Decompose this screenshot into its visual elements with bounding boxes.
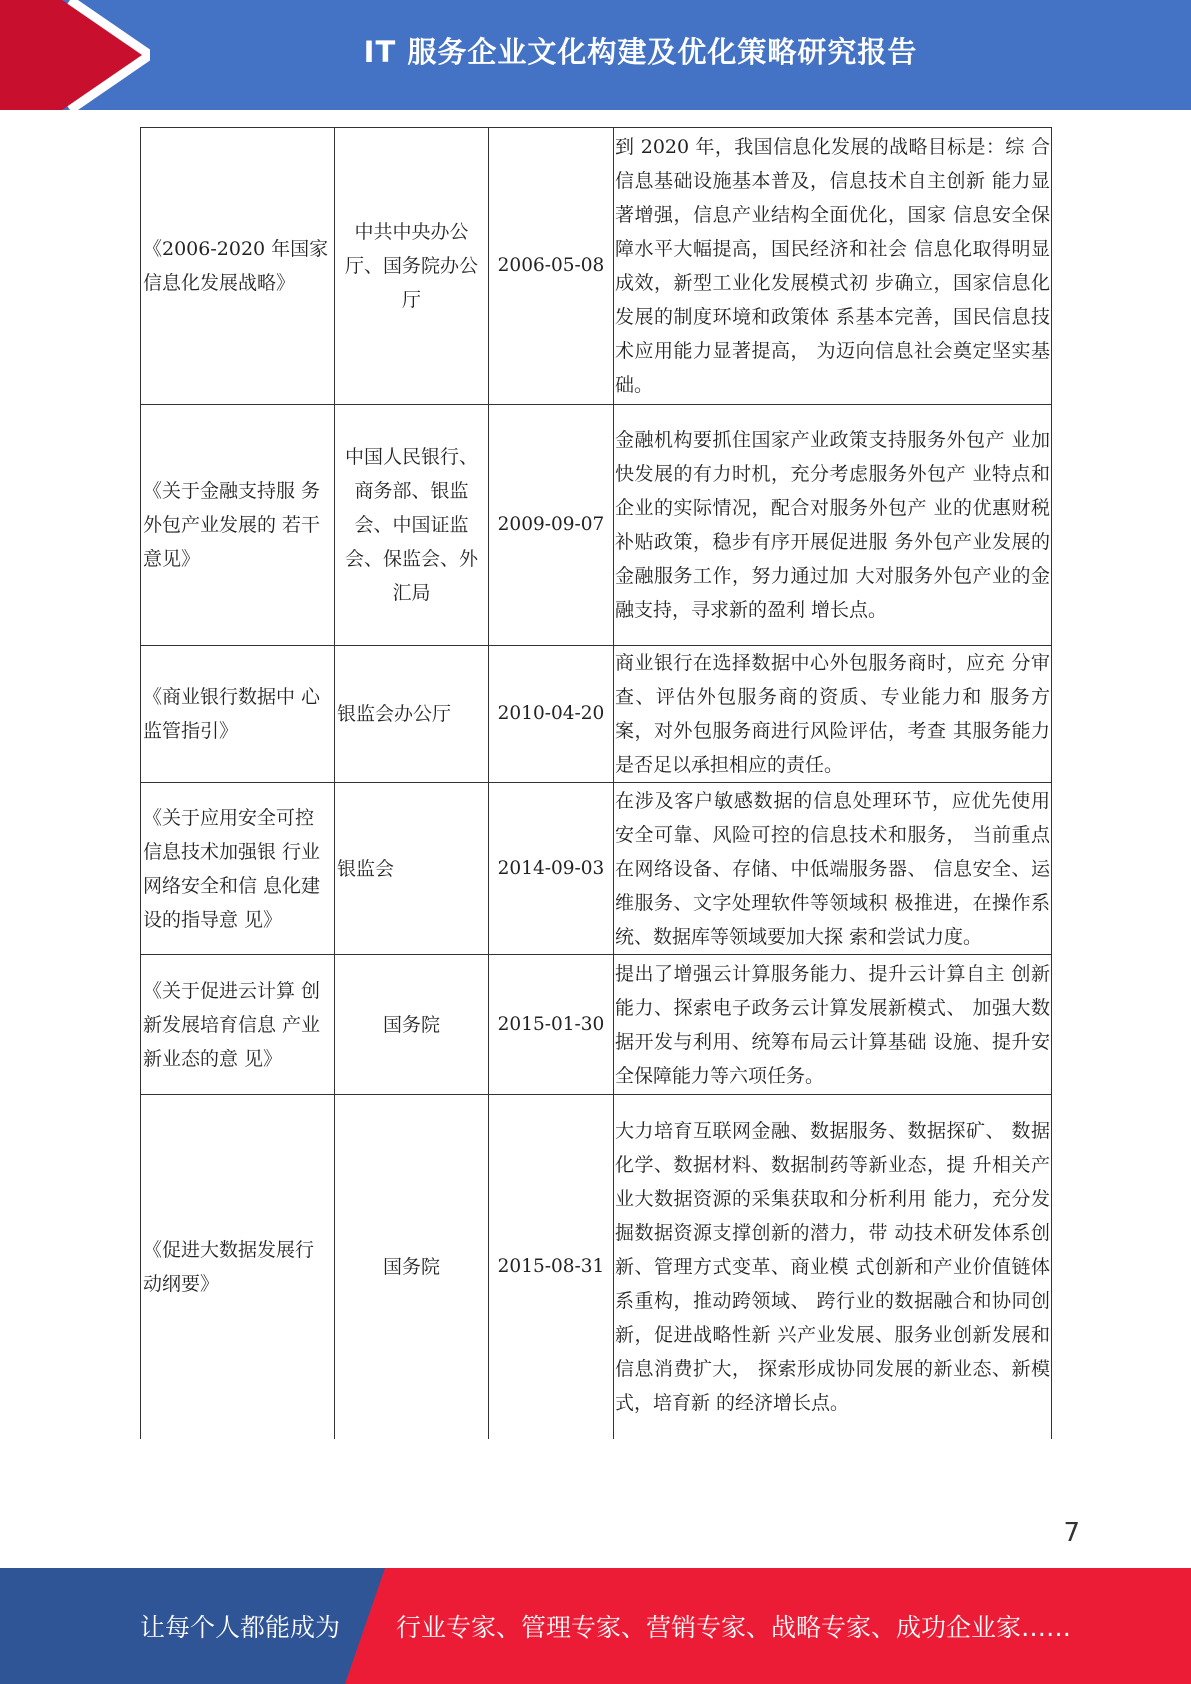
issuer-cell: 银监会 — [335, 783, 489, 955]
page-footer — [0, 1568, 1191, 1684]
content-cell: 金融机构要抓住国家产业政策支持服务外包产 业加快发展的有力时机，充分考虑服务外包产 业特点和企业的实际情况，配合对服务外包产 业的优惠财税补贴政策，稳步有序开展促进服 务外包产业发展的金融服务工作，努力通过加 大对服务外包产业的金融支持，寻求新的盈利 增长点。 — [614, 405, 1052, 646]
table-row — [141, 405, 1052, 646]
policy-table — [140, 127, 1052, 1439]
page-number: 7 — [1063, 1518, 1080, 1548]
table-row — [141, 783, 1052, 955]
issuer-cell: 中国人民银行、商务部、银监会、中国证监会、保监会、外汇局 — [335, 405, 489, 646]
date-cell: 2009-09-07 — [489, 405, 614, 646]
document-name-cell: 《2006-2020 年国家信息化发展战略》 — [141, 128, 335, 405]
table-row — [141, 646, 1052, 783]
footer-slogan-right: 行业专家、管理专家、营销专家、战略专家、成功企业家…… — [396, 1613, 1072, 1642]
issuer-cell: 中共中央办公厅、国务院办公厅 — [335, 128, 489, 405]
date-cell: 2015-01-30 — [489, 955, 614, 1095]
date-cell: 2006-05-08 — [489, 128, 614, 405]
content-cell: 到 2020 年，我国信息化发展的战略目标是：综 合信息基础设施基本普及，信息技术自主创新 能力显著增强，信息产业结构全面优化，国家 信息安全保障水平大幅提高，国民经济和社会 信息化取得明显成效，新型工业化发展模式初 步确立，国家信息化发展的制度环境和政策体 系基本完善，国民信息技术应用能力显著提高， 为迈向信息社会奠定坚实基础。 — [614, 128, 1052, 405]
issuer-cell: 国务院 — [335, 1095, 489, 1439]
date-cell: 2010-04-20 — [489, 646, 614, 783]
document-name-cell: 《关于应用安全可控信息技术加强银 行业网络安全和信 息化建设的指导意 见》 — [141, 783, 335, 955]
table-row — [141, 128, 1052, 405]
policy-table-wrapper — [140, 127, 1051, 1439]
table-row — [141, 1095, 1052, 1439]
date-cell: 2015-08-31 — [489, 1095, 614, 1439]
content-cell: 大力培育互联网金融、数据服务、数据探矿、 数据化学、数据材料、数据制药等新业态，提 升相关产业大数据资源的采集获取和分析利用 能力，充分发掘数据资源支撑创新的潜力，带 动技术研发体系创新、管理方式变革、商业模 式创新和产业价值链体系重构，推动跨领域、 跨行业的数据融合和协同创新，促进战略性新 兴产业发展、服务业创新发展和信息消费扩大， 探索形成协同发展的新业态、新模式，培育新 的经济增长点。 — [614, 1095, 1052, 1439]
content-cell: 提出了增强云计算服务能力、提升云计算自主 创新能力、探索电子政务云计算发展新模式、 加强大数据开发与利用、统筹布局云计算基础 设施、提升安全保障能力等六项任务。 — [614, 955, 1052, 1095]
document-name-cell: 《促进大数据发展行动纲要》 — [141, 1095, 335, 1439]
issuer-cell: 国务院 — [335, 955, 489, 1095]
document-name-cell: 《关于金融支持服 务外包产业发展的 若干意见》 — [141, 405, 335, 646]
document-name-cell: 《商业银行数据中 心监管指引》 — [141, 646, 335, 783]
content-cell: 在涉及客户敏感数据的信息处理环节，应优先使用安全可靠、风险可控的信息技术和服务， 当前重点在网络设备、存储、中低端服务器、 信息安全、运维服务、文字处理软件等领域积 极推进，在操作系统、数据库等领域要加大探 索和尝试力度。 — [614, 783, 1052, 955]
document-name-cell: 《关于促进云计算 创新发展培育信息 产业新业态的意 见》 — [141, 955, 335, 1095]
page-header — [0, 0, 1191, 110]
document-title: IT 服务企业文化构建及优化策略研究报告 — [363, 35, 918, 69]
footer-slogan-left: 让每个人都能成为 — [140, 1613, 341, 1642]
issuer-cell: 银监会办公厅 — [335, 646, 489, 783]
content-cell: 商业银行在选择数据中心外包服务商时，应充 分审查、评估外包服务商的资质、专业能力和 服务方案，对外包服务商进行风险评估，考查 其服务能力是否足以承担相应的责任。 — [614, 646, 1052, 783]
date-cell: 2014-09-03 — [489, 783, 614, 955]
table-row — [141, 955, 1052, 1095]
